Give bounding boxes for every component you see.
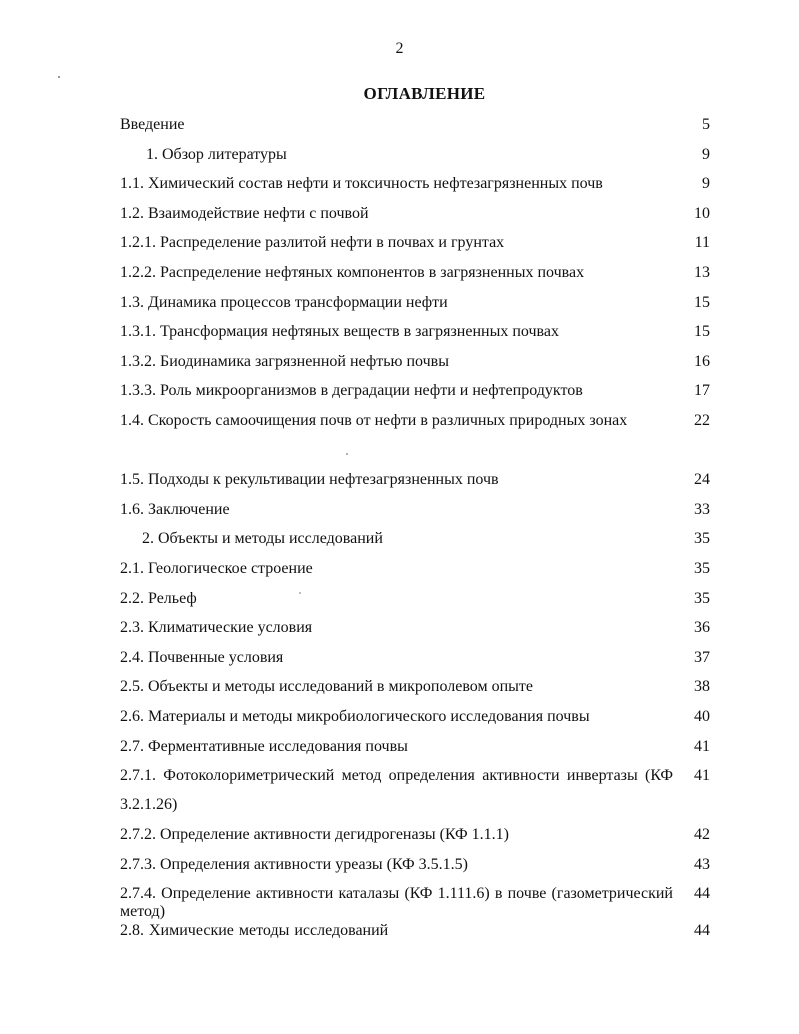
toc-entry-text: 1.3.3. Роль микроорганизмов в деградации нефти и нефтепродуктов	[120, 382, 583, 400]
toc-title: ОГЛАВЛЕНИЕ	[363, 84, 486, 103]
toc-entry-text: 1.2. Взаимодействие нефти с почвой	[120, 204, 369, 222]
toc-entry-text: Введение	[120, 116, 185, 133]
toc-entry-page: 9	[702, 145, 710, 163]
page-number: 2	[395, 40, 404, 57]
toc-entry-page: 16	[694, 352, 710, 370]
toc-entry-text: 1.3.2. Биодинамика загрязненной нефтью почвы	[120, 352, 449, 370]
toc-entry-page: 11	[694, 234, 710, 252]
toc-entry-text: 1.2.1. Распределение разлитой нефти в почвах и грунтах	[120, 234, 505, 252]
toc-entry-text: 2.7.3. Определения активности уреазы (КФ 3.5.1.5)	[120, 856, 468, 873]
toc-entry-page: 40	[694, 708, 710, 725]
toc-entry-text: 1. Обзор литературы	[146, 145, 287, 163]
toc-entry-page: 33	[694, 500, 710, 518]
toc-entry-page: 35	[694, 560, 710, 577]
toc-entry-text: 2.2. Рельеф	[120, 589, 197, 607]
toc-entry-text: 2.7.4. Определение активности каталазы (КФ 1.111.6) в почве (газометрический метод)	[120, 885, 673, 920]
toc-entry-text: 2.4. Почвенные условия	[120, 648, 284, 666]
toc-entry-page: 22	[694, 412, 710, 429]
toc-entry-text: 2.6. Материалы и методы микробиологического исследования почвы	[120, 708, 590, 725]
toc-entry-text: 2.8. Химические методы исследований	[120, 922, 389, 939]
toc-entry-text: 1.5. Подходы к рекультивации нефтезагрязненных почв	[120, 471, 499, 489]
toc-entry-page: 38	[694, 678, 710, 696]
toc-entry-page: 10	[694, 204, 710, 222]
toc-entry-text: 2.7. Ферментативные исследования почвы	[120, 737, 408, 755]
toc-entry-page: 41	[694, 737, 710, 755]
toc-entry-page: 13	[694, 264, 710, 281]
toc-entry-text: 2.7.2. Определение активности дегидрогеназы (КФ 1.1.1)	[120, 826, 509, 844]
scan-speck	[346, 453, 348, 455]
scan-speck	[58, 76, 60, 78]
toc-entry-text: 2.7.1. Фотоколориметрический метод определения активности инвертазы (КФ 3.2.1.26)	[120, 767, 673, 814]
toc-entry-page: 41	[694, 767, 710, 785]
toc-entry-text: 1.6. Заключение	[120, 500, 230, 518]
toc-entry-page: 35	[694, 589, 710, 607]
toc-entry-page: 44	[694, 922, 710, 939]
toc-entry-page: 42	[694, 826, 710, 844]
toc-entry-text: 1.4. Скорость самоочищения почв от нефти в различных природных зонах	[120, 412, 628, 429]
toc-entry-text: 1.1. Химический состав нефти и токсичность нефтезагрязненных почв	[120, 175, 603, 193]
toc-entry-page: 43	[694, 856, 710, 873]
toc-entry-text: 2.3. Климатические условия	[120, 619, 313, 637]
toc-entry-text: 1.3.1. Трансформация нефтяных веществ в загрязненных почвах	[120, 323, 559, 341]
toc-entry-page: 9	[702, 175, 710, 193]
toc-entry-page: 36	[694, 619, 710, 637]
toc-entry-page: 15	[694, 323, 710, 341]
toc-entry-page: 37	[694, 648, 710, 666]
toc-entry-text: 2.1. Геологическое строение	[120, 560, 313, 577]
toc-entry-page: 15	[694, 293, 710, 311]
toc-entry-text: 2.5. Объекты и методы исследований в микрополевом опыте	[120, 678, 534, 696]
toc-entry-page: 5	[702, 116, 710, 133]
toc-entry-page: 35	[694, 530, 710, 548]
toc-entry-text: 1.2.2. Распределение нефтяных компонентов в загрязненных почвах	[120, 264, 585, 281]
toc-entry-text: 1.3. Динамика процессов трансформации нефти	[120, 293, 448, 311]
toc-entry-page: 17	[694, 382, 710, 400]
toc-entry-page: 24	[694, 471, 710, 489]
toc-entry-page: 44	[694, 885, 710, 902]
toc-entry-text: 2. Объекты и методы исследований	[142, 530, 383, 548]
